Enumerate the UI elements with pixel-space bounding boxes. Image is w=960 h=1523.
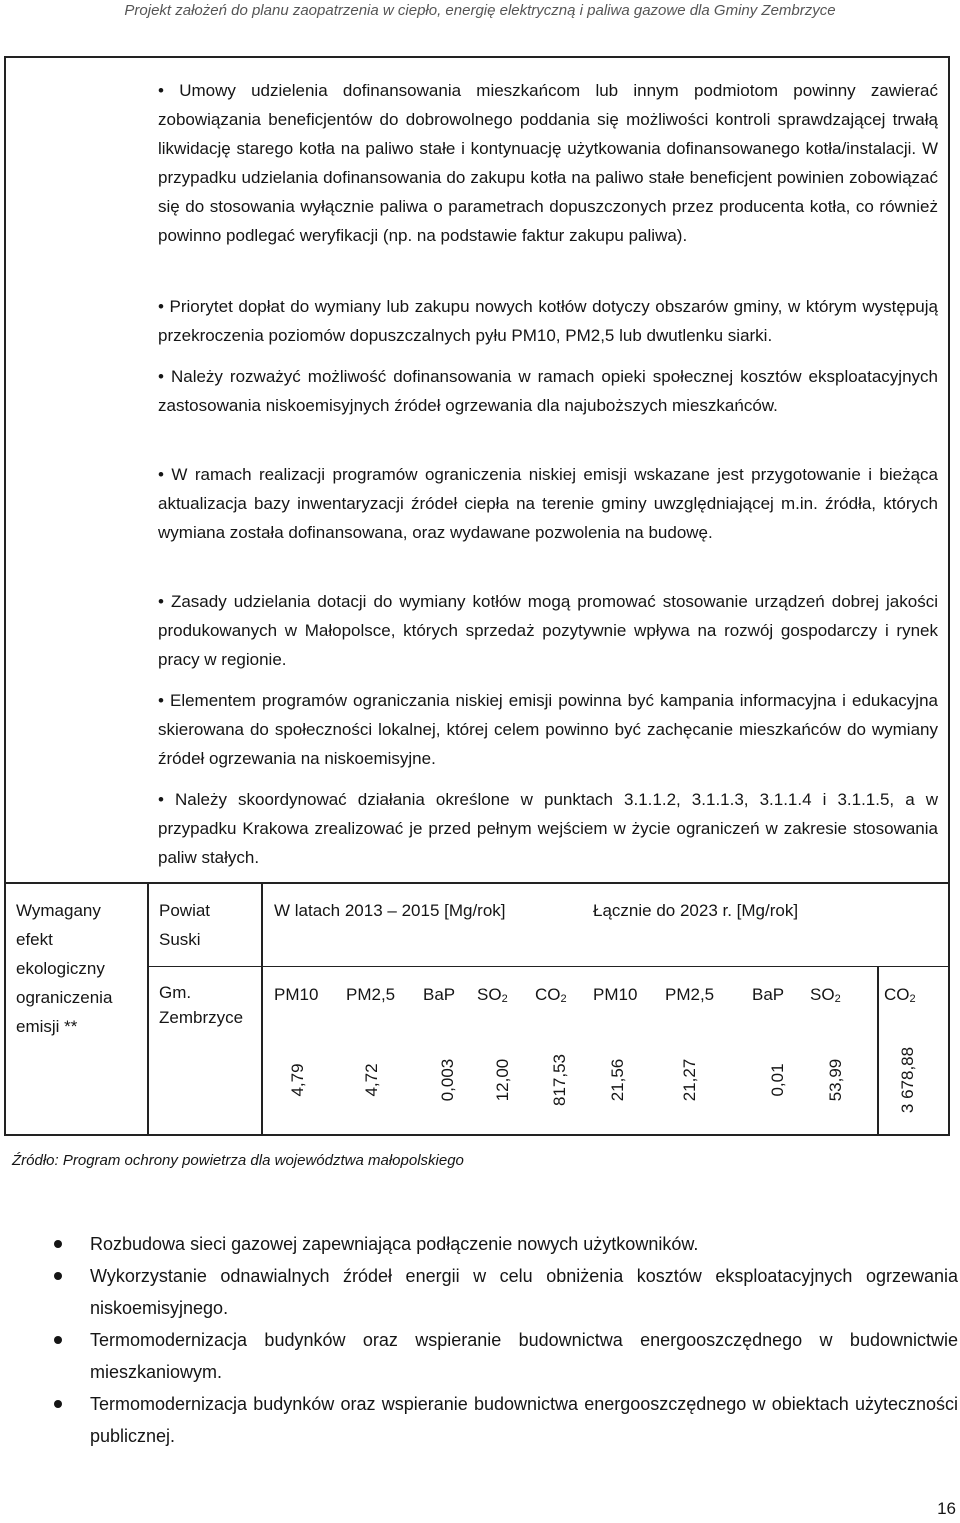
pollutant-subscript: 2 (560, 993, 567, 1005)
pollutant-label (884, 980, 916, 1012)
table-divider-period (877, 966, 879, 1136)
commune-label: Gm. Zembrzyce (159, 983, 244, 1027)
source-note: Źródło: Program ochrony powietrza dla województwa małopolskiego (12, 1152, 464, 1169)
period-b-header: Łącznie do 2023 r. [Mg/rok] (593, 901, 799, 920)
emission-value: 12,00 (493, 1058, 512, 1102)
county-label: Powiat Suski (159, 901, 211, 949)
list-item: Termomodernizacja budynków oraz wspieranie budownictwa energooszczędnego w budownictwie mieszkaniowym. (90, 1330, 958, 1382)
table-header-divider (147, 966, 950, 967)
measure-item: • Należy rozważyć możliwość dofinansowania w ramach opieki społecznej kosztów eksploatacyjnych zastosowania niskoemisyjnych źródeł ogrzewania dla najuboższych mieszkańców. (158, 367, 938, 415)
pollutant-label (810, 980, 841, 1012)
pollutant-subscript: 2 (909, 993, 916, 1005)
pollutant-label (346, 980, 395, 1009)
pollutant-label (535, 980, 567, 1012)
emission-value: 21,27 (680, 1058, 699, 1102)
emission-value: 53,99 (826, 1058, 845, 1102)
effect-row-label: Wymagany efekt ekologiczny ograniczenia emisji ** (16, 901, 113, 1036)
measure-item: • Elementem programów ograniczania niskiej emisji powinna być kampania informacyjna i edukacyjna skierowana do społeczności lokalnej, której celem powinno być zachęcanie mieszkańców do wymiany źródeł ogrzewania na niskoemisyjne. (158, 691, 938, 768)
list-item: Termomodernizacja budynków oraz wspieranie budownictwa energooszczędnego w obiektach użyteczności publicznej. (90, 1394, 958, 1446)
measure-item: • W ramach realizacji programów ograniczenia niskiej emisji wskazane jest przygotowanie i bieżąca aktualizacja bazy inwentaryzacji źródeł ciepła na terenie gminy uwzględniającej m.in. źródła, których wymiana została dofinansowana, oraz wydawane pozwolenia na budowę. (158, 465, 938, 542)
table-divider-sub (261, 883, 263, 1136)
pollutant-text: BaP (423, 985, 456, 1004)
emission-value: 0,01 (768, 1063, 787, 1097)
pollutant-subscript: 2 (501, 993, 508, 1005)
pollutant-label (423, 980, 455, 1009)
pollutant-label (665, 980, 714, 1009)
pollutant-label (752, 980, 784, 1009)
pollutant-label (477, 980, 508, 1012)
pollutant-text: PM2,5 (665, 985, 715, 1004)
list-item: Rozbudowa sieci gazowej zapewniająca podłączenie nowych użytkowników. (90, 1234, 699, 1254)
pollutant-text: PM10 (274, 985, 319, 1004)
bullet-dot (54, 1272, 62, 1280)
measure-item: • Należy skoordynować działania określone w punktach 3.1.1.2, 3.1.1.3, 3.1.1.4 i 3.1.1.5, a w przypadku Krakowa zrealizować je przed pełnym wejściem w życie ograniczeń w zakresie stosowania paliw stałych. (158, 790, 938, 867)
pollutant-label (593, 980, 637, 1009)
list-item: Wykorzystanie odnawialnych źródeł energii w celu obniżenia kosztów eksploatacyjnych ogrzewania niskoemisyjnego. (90, 1266, 958, 1318)
measure-item: • Zasady udzielania dotacji do wymiany kotłów mogą promować stosowanie urządzeń dobrej jakości produkowanych w Małopolsce, których sprzedaż pozytywnie wpływa na rozwój gospodarczy i rynek pracy w regionie. (158, 592, 938, 669)
pollutant-text: PM2,5 (346, 985, 396, 1004)
period-a-header: W latach 2013 – 2015 [Mg/rok] (274, 901, 506, 920)
table-divider-left (147, 883, 149, 1136)
pollutant-label (274, 980, 318, 1009)
emission-value: 3 678,88 (898, 1046, 917, 1114)
emission-value: 4,72 (362, 1063, 381, 1097)
pollutant-text: PM10 (593, 985, 638, 1004)
pollutant-text: SO (477, 985, 502, 1004)
emission-value: 4,79 (288, 1063, 307, 1097)
measure-item: • Umowy udzielenia dofinansowania mieszkańcom lub innym podmiotom powinny zawierać zobowiązania beneficjentów do dobrowolnego poddania się możliwości kontroli sprawdzającej trwałą likwidację starego kotła na paliwo stałe i kontynuację użytkowania dofinansowanego kotła/instalacji. W przypadku udzielania dofinansowania do zakupu kotła na paliwo stałe beneficjent powinien zobowiązać się do stosowania wyłącznie paliwa o parametrach dopuszczonych przez producenta kotła, co również powinno podlegać weryfikacji (np. na podstawie faktur zakupu paliwa). (158, 81, 938, 245)
bullet-dot (54, 1400, 62, 1408)
bullet-dot (54, 1336, 62, 1344)
measure-item: • Priorytet dopłat do wymiany lub zakupu nowych kotłów dotyczy obszarów gminy, w którym występują przekroczenia poziomów dopuszczalnych pyłu PM10, PM2,5 lub dwutlenku siarki. (158, 297, 938, 345)
pollutant-subscript: 2 (834, 993, 841, 1005)
emission-value: 817,53 (550, 1054, 569, 1106)
pollutant-text: CO (884, 985, 910, 1004)
bullet-dot (54, 1240, 62, 1248)
document-header: Projekt założeń do planu zaopatrzenia w ciepło, energię elektryczną i paliwa gazowe dla Gminy Zembrzyce (124, 2, 836, 19)
pollutant-text: SO (810, 985, 835, 1004)
page-number: 16 (937, 1499, 956, 1518)
pollutant-text: CO (535, 985, 561, 1004)
emission-value: 21,56 (608, 1058, 627, 1102)
table-row-divider (4, 882, 950, 884)
emission-value: 0,003 (438, 1058, 457, 1102)
pollutant-text: BaP (752, 985, 785, 1004)
